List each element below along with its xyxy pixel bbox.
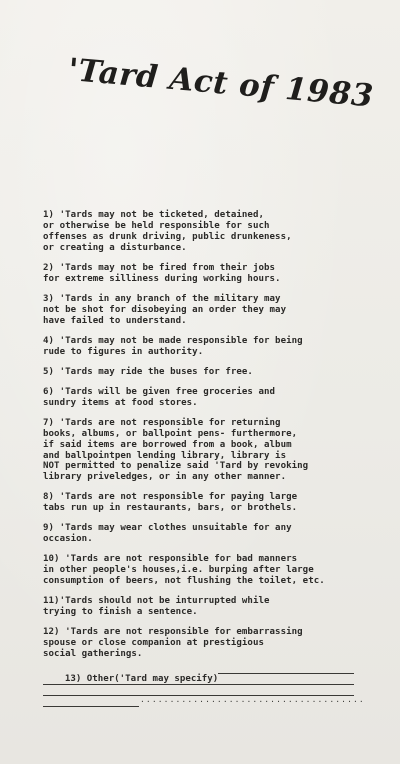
act-provision-2 [43,263,373,285]
act-provision-1 [43,210,373,254]
provision-text-line: for extreme silliness during working hours. [43,273,281,284]
act-provision-11 [43,596,373,618]
act-provision-10 [43,554,373,587]
provision-text-line: 10) 'Tards are not responsible for bad manners [43,554,298,565]
provision-text-line: trying to finish a sentence. [43,607,198,618]
provision-text-line: tabs run up in restaurants, bars, or brothels. [43,503,298,514]
act-provision-6 [43,387,373,409]
provision-text-line: books, albums, or ballpoint pens- furthermore, [43,428,298,439]
provision-text-line: occasion. [43,534,93,545]
provision-text-line: 11)'Tards should not be inturrupted while [43,596,270,607]
provision-text-line: 12) 'Tards are not responsible for embarrassing [43,627,303,638]
item-13-other [43,663,361,696]
provision-text-line: consumption of beers, not flushing the toilet, etc. [43,576,325,587]
provision-text-line: 4) 'Tards may not be made responsible for being [43,335,303,346]
act-provision-12 [43,627,373,660]
provision-text-line: 7) 'Tards are not responsible for returning [43,417,281,428]
provision-text-line: in other people's houses,i.e. burping after large [43,565,314,576]
provision-text-line: spouse or close companion at prestigious [43,638,264,649]
provision-text-line: library priveledges, or in any other manner. [43,472,287,483]
provision-text-line: 9) 'Tards may wear clothes unsuitable for any [43,523,292,534]
item-13-blank-line-2 [43,684,354,685]
act-provision-7 [43,418,373,483]
provision-text-line: NOT permitted to penalize said 'Tard by revoking [43,461,309,472]
act-provisions-list [43,210,373,669]
provision-text-line: 2) 'Tards may not be fired from their jobs [43,262,276,273]
provision-text-line: 1) 'Tards may not be ticketed, detained, [43,210,264,220]
provision-text-line: have failed to understand. [43,315,187,326]
provision-text-line: and ballpointpen lending library, library is [43,450,287,461]
act-provision-5 [43,367,373,378]
provision-text-line: 6) 'Tards will be given free groceries and [43,386,276,397]
provision-text-line: social gatherings. [43,649,143,660]
provision-text-line: 8) 'Tards are not responsible for paying large [43,492,298,503]
provision-text-line: or otherwise be held responsible for such [43,220,270,231]
provision-text-line: not be shot for disobeying an order they may [43,304,287,315]
act-provision-8 [43,492,373,514]
item-13-label: 13) Other('Tard may specify) [64,674,219,684]
provision-text-line: 5) 'Tards may ride the buses for free. [43,366,253,377]
provision-text-line: if said items are borrowed from a book, album [43,439,292,450]
provision-text-line: offenses as drunk driving, public drunkeness, [43,231,292,242]
provision-text-line: or creating a disturbance. [43,242,187,253]
provision-text-line: 3) 'Tards in any branch of the military may [43,293,281,304]
item-13-dot-leader: ...................................... [140,695,365,704]
act-provision-4 [43,336,373,358]
provision-text-line: sundry items at food stores. [43,397,198,408]
item-13-blank-line-4 [43,706,139,707]
provision-text-line: rude to figures in authority. [43,346,204,357]
item-13-blank-line-1 [218,673,354,674]
document-title: 'Tard Act of 1983 [66,52,375,115]
act-provision-3 [43,294,373,327]
act-provision-9 [43,523,373,545]
